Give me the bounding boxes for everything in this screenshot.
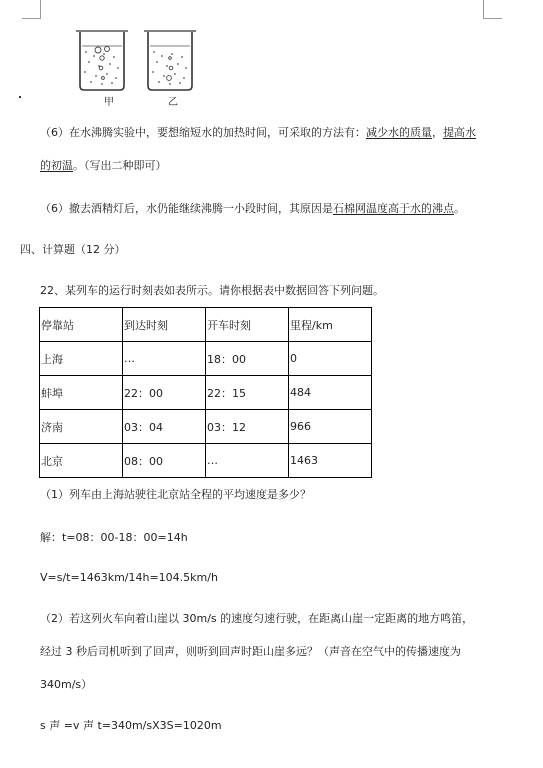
timetable-header-row [40, 308, 372, 342]
sub1-question: （1）列车由上海站驶往北京站全程的平均速度是多少？ [40, 488, 311, 501]
beaker-a [76, 31, 128, 90]
timetable-cell: 1463 [289, 444, 372, 478]
timetable-cell: 0 [289, 342, 372, 376]
table-row [40, 444, 372, 478]
timetable-cell: 上海 [40, 342, 123, 376]
timetable-cell: … [206, 444, 289, 478]
timetable-cell: 08：00 [123, 444, 206, 478]
sub2-solution-line1: s 声 =v 声 t=340m/sX3S=1020m [40, 719, 222, 732]
timetable-cell: 22：00 [123, 376, 206, 410]
q6b-prefix: （6）撤去酒精灯后，水仍能继续沸腾一小段时间，其原因是 [40, 202, 333, 215]
sub1-solution-line2: V=s/t=1463km/14h=104.5km/h [40, 571, 218, 584]
timetable-header-cell: 到达时刻 [123, 308, 206, 342]
timetable-cell: 03：04 [123, 410, 206, 444]
beaker-figure [74, 28, 204, 92]
figure-label-b: 乙 [168, 97, 178, 108]
beaker-b [144, 31, 196, 90]
bullet-dot [19, 96, 21, 98]
figure-label-a: 甲 [104, 97, 114, 108]
sub2-question-line3: 340m/s） [40, 678, 93, 691]
timetable-cell: … [123, 342, 206, 376]
timetable-cell: 济南 [40, 410, 123, 444]
table-row [40, 410, 372, 444]
q22-intro: 22、某列车的运行时刻表如表所示。请你根据表中数据回答下列问题。 [40, 284, 384, 297]
sub2-question-line2: 经过 3 秒后司机听到了回声，则听到回声时距山崖多远？（声音在空气中的传播速度为 [40, 645, 461, 658]
timetable-cell: 北京 [40, 444, 123, 478]
q6b-suffix: 。 [454, 202, 465, 215]
sub1-solution-line1: 解：t=08：00-18：00=14h [40, 531, 188, 544]
timetable-cell: 22：15 [206, 376, 289, 410]
sub2-question-line1: （2）若这列火车向着山崖以 30m/s 的速度匀速行驶，在距离山崖一定距离的地方鸣笛， [40, 612, 474, 625]
timetable-cell: 18：00 [206, 342, 289, 376]
timetable-header-cell: 开车时刻 [206, 308, 289, 342]
timetable-cell: 蚌埠 [40, 376, 123, 410]
timetable-header-cell: 里程/km [289, 308, 372, 342]
q6a-answer-1: 减少水的质量 [366, 126, 432, 139]
q6b-line [40, 202, 465, 216]
table-row [40, 376, 372, 410]
q6a-answer-2-part2: 的初温 [40, 159, 73, 172]
q6a-prefix: （6）在水沸腾实验中，要想缩短水的加热时间，可采取的方法有： [40, 126, 366, 139]
q6b-answer: 石棉网温度高于水的沸点 [333, 202, 454, 215]
table-row [40, 342, 372, 376]
timetable-cell: 484 [289, 376, 372, 410]
section-4-title: 四、计算题（12 分） [20, 243, 126, 256]
q6a-answer-2-part1: 提高水 [443, 126, 476, 139]
q6a-suffix: 。（写出二种即可） [73, 159, 167, 172]
timetable-cell: 03：12 [206, 410, 289, 444]
q6a-separator: ， [432, 126, 443, 139]
timetable [39, 307, 372, 478]
timetable-header-cell: 停靠站 [40, 308, 123, 342]
crop-mark-top-left [22, 0, 41, 19]
timetable-cell: 966 [289, 410, 372, 444]
q6a-line2 [40, 159, 167, 173]
q6a-line1 [40, 126, 476, 140]
crop-mark-top-right [483, 0, 502, 19]
